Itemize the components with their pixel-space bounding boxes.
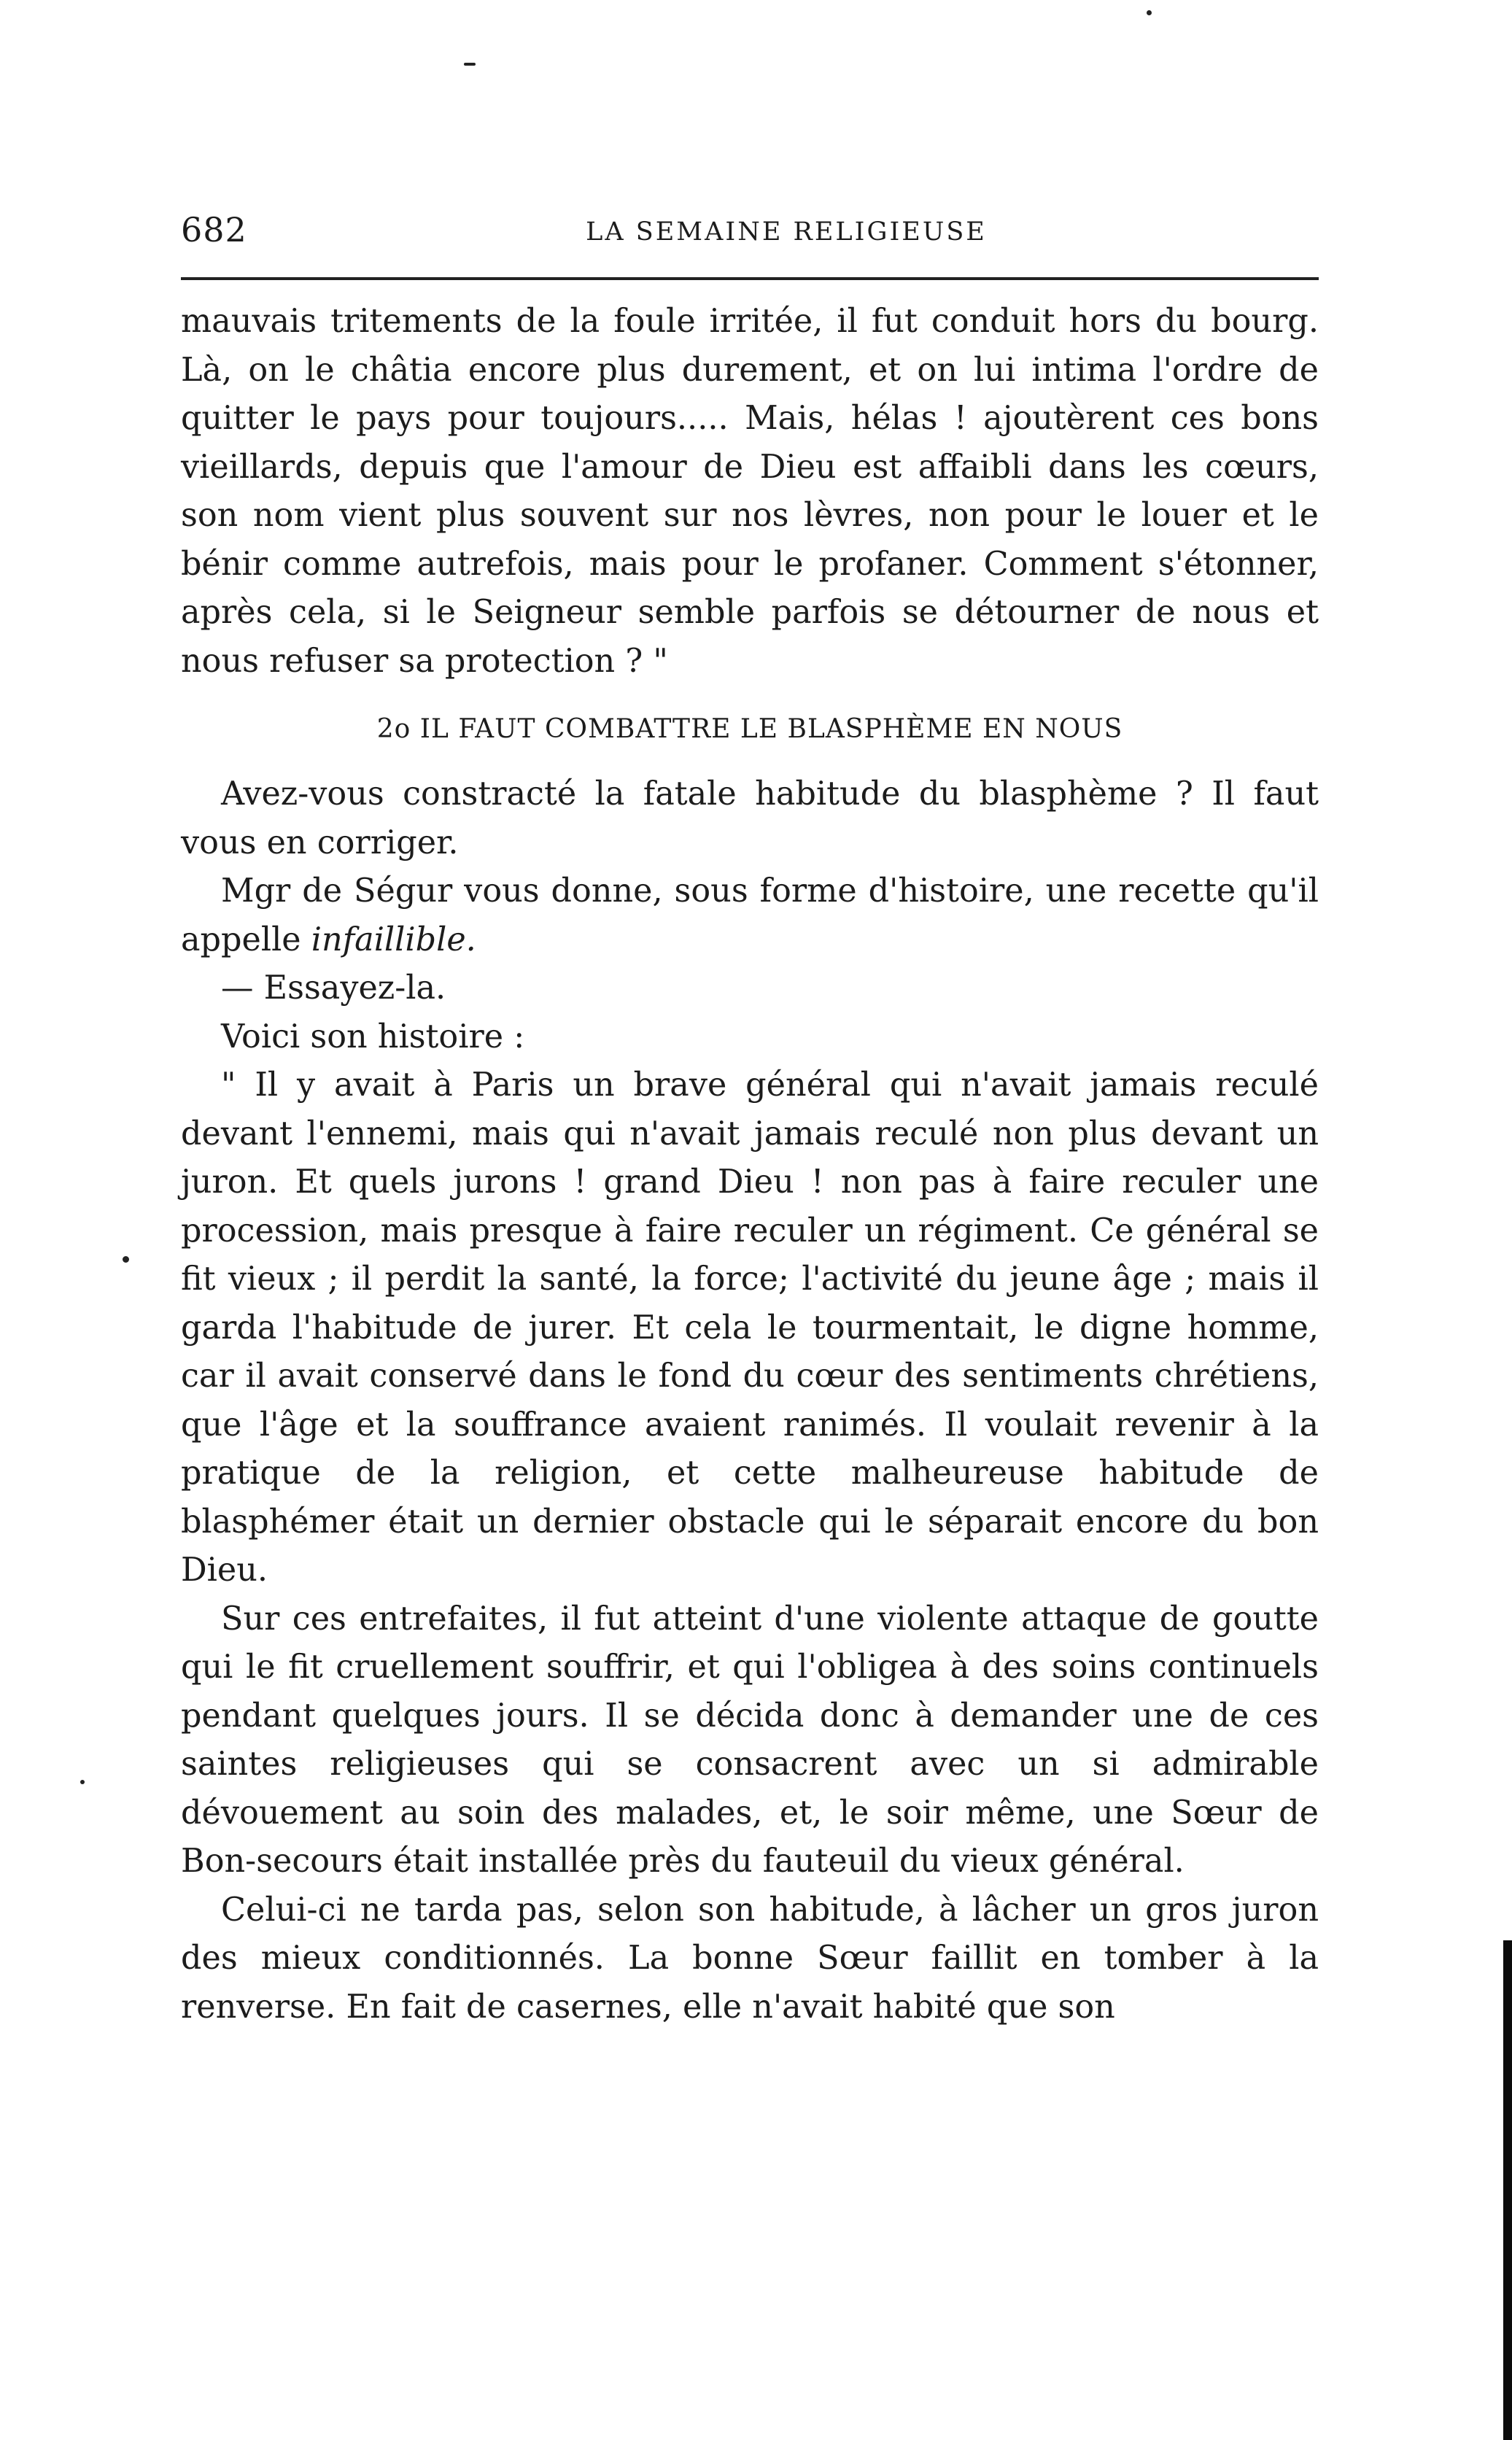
paragraph-question: Avez-vous constracté la fatale habitude du blasphème ? Il faut vous en corriger.	[181, 775, 1319, 861]
scan-speck	[80, 1780, 85, 1784]
running-title: LA SEMAINE RELIGIEUSE	[586, 217, 987, 247]
scan-speck	[1147, 10, 1152, 15]
segur-italic: infaillible.	[311, 921, 476, 958]
section-heading: 2o IL FAUT COMBATTRE LE BLASPHÈME EN NOUS	[376, 714, 1123, 744]
scan-edge	[1503, 1940, 1512, 2440]
paragraph-juron: Celui-ci ne tarda pas, selon son habitude, à lâcher un gros juron des mieux conditionnés. La bonne Sœur faillit en tomber à la renverse. En fait de casernes, elle n'avait habité que son	[181, 1891, 1319, 2026]
paragraph-segur	[181, 867, 1319, 964]
header-rule	[181, 277, 1319, 280]
scan-speck	[464, 63, 476, 66]
paragraph-essayez: — Essayez-la.	[221, 969, 446, 1007]
paragraph-continuation: mauvais tritements de la foule irritée, il fut conduit hors du bourg. Là, on le châtia encore plus durement, et on lui intima l'ordre de quitter le pays pour toujours..... Mais, hélas ! ajoutèrent ces bons vieillards, depuis que l'amour de Dieu est affaibli dans les cœurs, son nom vient plus souvent sur nos lèvres, non pour le louer et le bénir comme autrefois, mais pour le profaner. Comment s'étonner, après cela, si le Seigneur semble parfois se détourner de nous et nous refuser sa protection ? "	[181, 303, 1319, 680]
page-number: 682	[181, 210, 247, 249]
paragraph-general: " Il y avait à Paris un brave général qui n'avait jamais reculé devant l'ennemi, mais qui n'avait jamais reculé non plus devant un juron. Et quels jurons ! grand Dieu ! non pas à faire reculer une procession, mais presque à faire reculer un régiment. Ce général se fit vieux ; il perdit la santé, la force; l'activité du jeune âge ; mais il garda l'habitude de jurer. Et cela le tourmentait, le digne homme, car il avait conservé dans le fond du cœur des sentiments chrétiens, que l'âge et la souffrance avaient ranimés. Il voulait revenir à la pratique de la religion, et cette malheureuse habitude de blasphémer était un dernier obstacle qui le séparait encore du bon Dieu.	[181, 1066, 1319, 1589]
paragraph-voici: Voici son histoire :	[221, 1018, 525, 1056]
segur-text: Mgr de Ségur vous donne, sous forme d'histoire, une recette qu'il appelle	[181, 872, 1319, 958]
paragraph-goutte: Sur ces entrefaites, il fut atteint d'une violente attaque de goutte qui le fit cruellement souffrir, et qui l'obligea à des soins continuels pendant quelques jours. Il se décida donc à demander une de ces saintes religieuses qui se consacrent avec un si admirable dévouement au soin des malades, et, le soir même, une Sœur de Bon-secours était installée près du fauteuil du vieux général.	[181, 1600, 1319, 1880]
page-header	[181, 210, 1319, 254]
scan-speck	[123, 1256, 129, 1263]
page-body	[181, 298, 1319, 2032]
